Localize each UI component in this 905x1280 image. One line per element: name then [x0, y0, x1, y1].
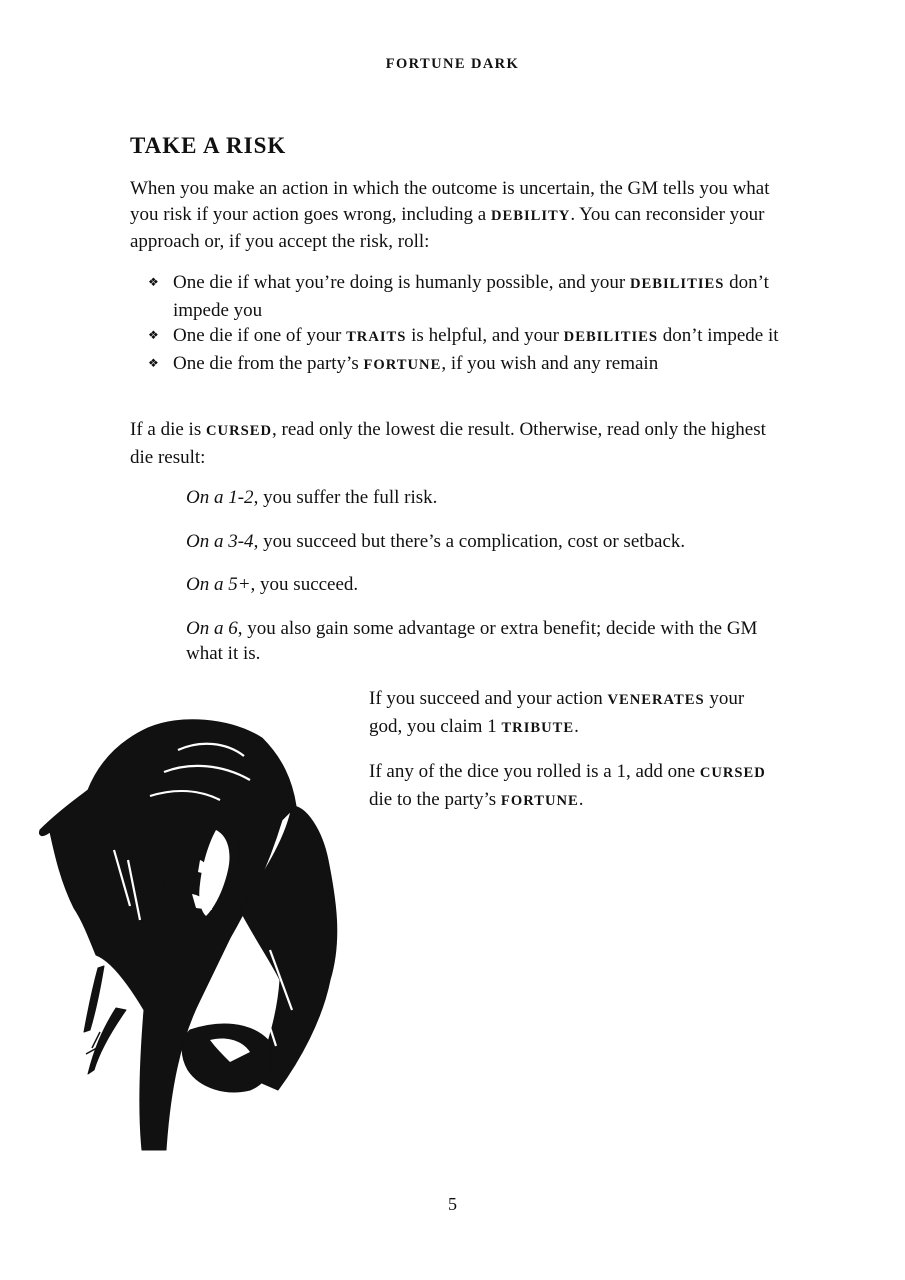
list-text: don’t impede you [173, 272, 769, 321]
result-text: , you suffer the full risk. [253, 487, 438, 508]
text: If you succeed and your action [369, 688, 608, 709]
rule-text: , read only the lowest die result. Otherwise, read only the highest die result: [130, 419, 766, 468]
list-item [148, 351, 788, 379]
list-item [148, 270, 788, 323]
text: your god, you claim 1 [369, 688, 745, 737]
list-text: don’t impede it [658, 325, 779, 346]
cursed-rule-paragraph [130, 417, 780, 470]
running-header: FORTUNE DARK [385, 56, 520, 72]
list-text: , if you wish and any remain [441, 352, 659, 374]
term-cursed: CURSED [699, 765, 766, 781]
term-fortune: FORTUNE [500, 792, 579, 809]
result-text: , you succeed. [250, 574, 359, 595]
intro-text: When you make an action in which the outcome is uncertain, the GM tells you what you risk if your action goes wrong, including a [130, 178, 770, 225]
result-item [186, 485, 766, 511]
term-debilities: DEBILITIES [563, 329, 659, 345]
hooded-figure-illustration [30, 710, 360, 1160]
term-cursed: CURSED [205, 423, 272, 439]
text: . [578, 788, 584, 810]
result-item [186, 616, 766, 667]
term-traits: TRAITS [346, 329, 407, 345]
list-text: is helpful, and your [406, 325, 564, 346]
intro-text-end: . You can reconsider your approach or, if you accept the risk, roll: [130, 203, 765, 252]
text: If any of the dice you rolled is a 1, add one [369, 761, 700, 782]
list-text: One die if what you’re doing is humanly possible, and your [173, 272, 630, 293]
term-tribute: TRIBUTE [501, 719, 575, 736]
result-item [186, 529, 766, 555]
list-item [148, 323, 788, 351]
roll-list [148, 270, 788, 378]
result-label: On a 3-4 [186, 530, 254, 552]
diamond-bullet-icon: ❖ [148, 275, 159, 289]
page-number: 5 [448, 1194, 457, 1214]
diamond-bullet-icon: ❖ [148, 328, 159, 342]
term-fortune: FORTUNE [363, 356, 442, 373]
intro-paragraph [130, 176, 780, 255]
term-venerates: VENERATES [607, 692, 705, 708]
result-label: On a 1-2 [186, 487, 254, 508]
result-label: On a 6 [186, 617, 238, 639]
list-text: One die from the party’s [173, 352, 364, 374]
section-title: TAKE A RISK [130, 133, 287, 158]
text: . [574, 715, 579, 737]
result-text: , you also gain some advantage or extra benefit; decide with the GM what it is. [186, 617, 758, 664]
list-text: One die if one of your [173, 325, 347, 346]
text: die to the party’s [369, 788, 501, 810]
aftermath-block [369, 686, 769, 832]
result-text: , you succeed but there’s a complication, cost or setback. [253, 530, 686, 552]
rule-text: If a die is [130, 419, 206, 440]
term-debility: DEBILITY [490, 207, 571, 224]
result-label: On a 5+ [186, 574, 251, 595]
result-item [186, 572, 766, 598]
results-block [186, 485, 766, 685]
term-debilities: DEBILITIES [629, 276, 725, 292]
ones-paragraph [369, 759, 769, 814]
venerate-paragraph [369, 686, 769, 741]
diamond-bullet-icon: ❖ [148, 355, 159, 370]
